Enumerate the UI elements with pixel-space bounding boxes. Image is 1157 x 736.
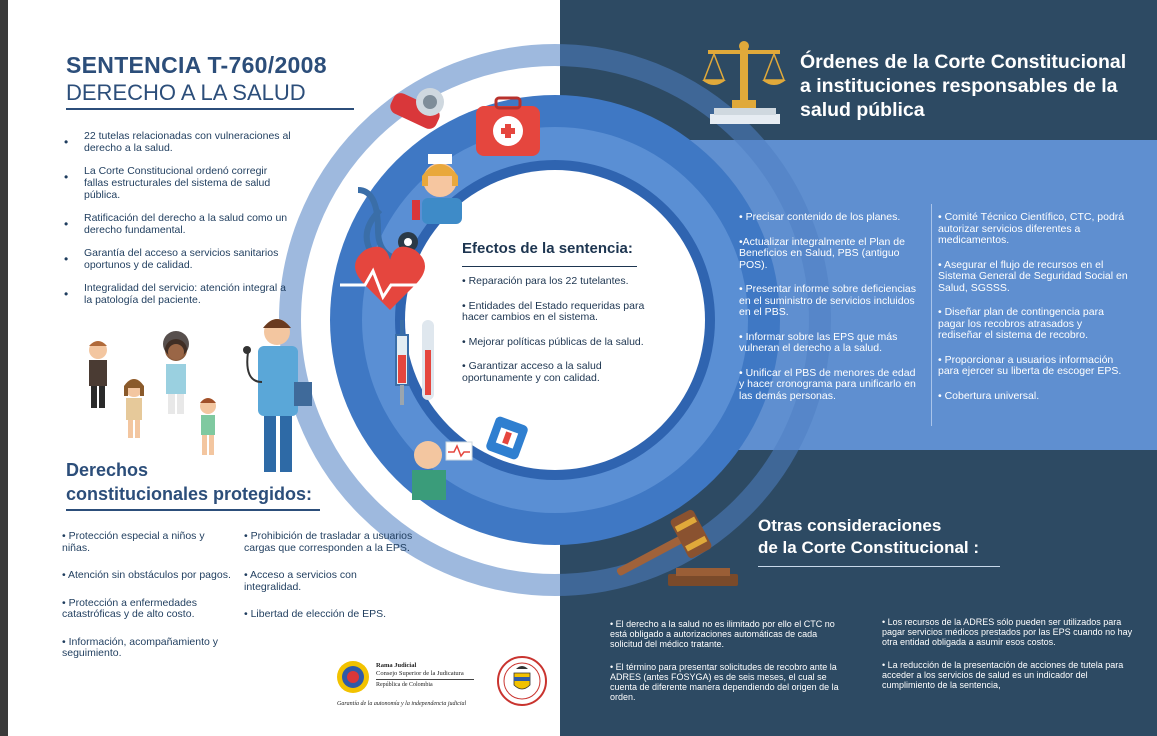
logo-tagline: Garantía de la autonomía y la independencia judicial (337, 701, 467, 707)
list-item: • Entidades del Estado requeridas para hacer cambios en el sistema. (462, 299, 645, 323)
first-aid-kit-icon (476, 98, 540, 156)
nurse-icon (412, 154, 462, 224)
rights-divider (66, 509, 320, 511)
logo-line1: Rama Judicial (376, 662, 417, 669)
list-item: • La Corte Constitucional ordenó corregir fallas estructurales del sistema de salud pública. (64, 165, 294, 201)
rama-judicial-seal (336, 660, 370, 694)
doctor-icon (243, 319, 312, 472)
orders-column-divider (931, 204, 932, 426)
list-item: • Unificar el PBS de menores de edad y hacer cronograma para unificarlo en las demás personas. (739, 366, 916, 402)
child-icon (89, 341, 107, 408)
list-item: • Integralidad del servicio: atención integral a la patología del paciente. (64, 282, 294, 306)
thermometer-icon (422, 320, 434, 400)
rights-title-line1: Derechos (66, 460, 149, 480)
orders-list-col1 (739, 212, 921, 415)
list-item: • Atención sin obstáculos por pagos. (62, 569, 231, 581)
other-title (758, 515, 979, 559)
list-item: • Asegurar el flujo de recursos en el Sistema General de Seguridad Social en Salud, SGSSS. (938, 258, 1128, 294)
effects-title: Efectos de la sentencia: (462, 240, 633, 257)
people-illustration (80, 310, 330, 480)
logo-divider (376, 679, 474, 680)
rights-title-line2: constitucionales protegidos: (66, 484, 313, 504)
list-item: • Libertad de elección de EPS. (244, 608, 387, 620)
syringe-icon (396, 320, 408, 405)
effects-list (462, 276, 672, 397)
list-item: • Los recursos de la ADRES sólo pueden ser utilizados para pagar servicios médicos prestados por las EPS cuando no hay otra entidad obligada a asumir esos costos. (882, 617, 1133, 647)
woman-icon (163, 331, 189, 414)
list-item: • Presentar informe sobre deficiencias en el suministro de servicios incluidos en el PBS. (739, 283, 917, 318)
other-list-col1 (610, 619, 840, 715)
boy-icon (200, 398, 216, 455)
rights-list-col1 (62, 531, 232, 676)
list-item: • Protección a enfermedades catastróficas y de alto costo. (62, 596, 198, 620)
list-item: • La reducción de la presentación de acciones de tutela para acceder a los servicios de salud es un indicador del cumplimiento de la sentencia, (882, 660, 1124, 690)
heart-rate-icon (340, 247, 425, 310)
page-subtitle: DERECHO A LA SALUD (66, 80, 306, 105)
list-item: • Garantizar acceso a la salud oportunamente y con calidad. (462, 360, 602, 384)
list-item: • El derecho a la salud no es ilimitado por ello el CTC no está obligado a autorizaciones automáticas de cada solicitud del médico tratante. (610, 619, 835, 649)
list-item: • El término para presentar solicitudes de recobro ante la ADRES (antes FOSYGA) es de seis meses, el cual se cuenta de diferente manera dependiendo del origen de la orden. (610, 662, 839, 702)
list-item: • Comité Técnico Científico, CTC, podrá autorizar servicios diferentes a medicamentos. (938, 211, 1125, 246)
list-item: • Proporcionar a usuarios información para ejercer su liberta de escoger EPS. (938, 353, 1122, 377)
other-title-line1: Otras consideraciones (758, 516, 942, 535)
page-title: SENTENCIA T-760/2008 (66, 52, 327, 78)
list-item: • Ratificación del derecho a la salud como un derecho fundamental. (64, 212, 294, 236)
gavel-icon (606, 502, 746, 598)
list-item: • Cobertura universal. (938, 389, 1040, 402)
title-divider (66, 108, 354, 110)
list-item: • Acceso a servicios con integralidad. (244, 569, 357, 593)
list-item: • 22 tutelas relacionadas con vulneraciones al derecho a la salud. (64, 130, 294, 154)
rights-title (66, 458, 312, 506)
other-title-line2: de la Corte Constitucional : (758, 538, 980, 557)
girl-icon (124, 379, 144, 438)
doctor-monitor-icon (412, 441, 472, 500)
list-item: • Prohibición de trasladar a usuarios cargas que corresponden a la EPS. (244, 530, 413, 554)
list-item: • Reparación para los 22 tutelantes. (462, 275, 629, 287)
logo-line3: República de Colombia (376, 682, 433, 688)
facts-list (64, 130, 294, 317)
effects-divider (462, 266, 637, 267)
list-item: •Actualizar integralmente el Plan de Beneficios en Salud, PBS (antiguo POS). (739, 235, 905, 271)
other-divider (758, 566, 1000, 567)
list-item: • Mejorar políticas públicas de la salud. (462, 335, 644, 348)
list-item: • Información, acompañamiento y seguimiento. (62, 635, 219, 659)
medicine-bottle-icon (485, 415, 529, 460)
logo-line2: Consejo Superior de la Judicatura (376, 670, 464, 677)
list-item: • Informar sobre las EPS que más vulneran el derecho a la salud. (739, 330, 898, 354)
blood-pressure-icon (388, 88, 444, 132)
list-item: • Garantía del acceso a servicios sanitarios oportunos y de calidad. (64, 247, 294, 271)
rights-list-col2 (244, 531, 414, 637)
list-item: • Precisar contenido de los planes. (739, 211, 901, 223)
other-list-col2 (882, 617, 1142, 703)
colombia-coat-of-arms (496, 655, 548, 707)
list-item: • Protección especial a niños y niñas. (62, 530, 205, 554)
orders-list-col2 (938, 212, 1128, 415)
list-item: • Diseñar plan de contingencia para pagar los recobros atrasados y rediseñar el sistema de recobro. (938, 306, 1104, 341)
orders-title: Órdenes de la Corte Constitucional a instituciones responsables de la salud pública (800, 51, 1127, 121)
scales-of-justice-icon (700, 36, 790, 128)
